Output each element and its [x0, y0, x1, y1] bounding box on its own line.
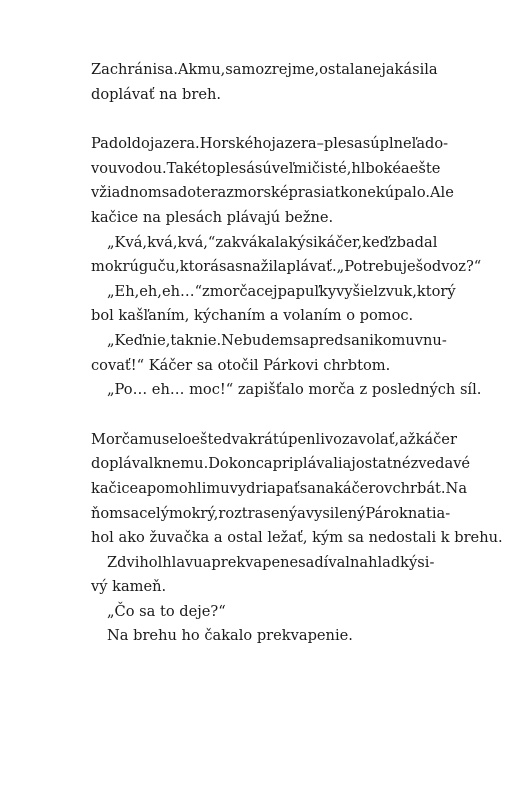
text-line: v žiadnom sa doteraz morské prasiatko nekúpalo. Ale: [91, 184, 454, 202]
text-line: „Čo sa to deje?“: [107, 602, 226, 620]
section-break: [91, 403, 427, 428]
text-line: Padol do jazera. Horského jazera – plesa s úplne ľado-: [91, 135, 449, 153]
paragraph: [91, 600, 427, 625]
book-page: [91, 58, 503, 649]
text-line: ňom sa celý mokrý, roztrasený a vysilený Párok natia-: [91, 504, 451, 522]
text-line: „Kvá, kvá, kvá,“ zakvákal akýsi káčer, keď zbadal: [107, 233, 438, 251]
text-line: kačice a pomohli mu vydriapať sa na káčerov chrbát. Na: [91, 479, 468, 497]
paragraph: [91, 551, 435, 600]
text-line: vou vodou. Takéto plesá sú veľmi čisté, hlboké a ešte: [91, 159, 441, 177]
paragraph: [91, 428, 503, 551]
text-line: hol ako žuvačka a ostal ležať, kým sa nedostali k brehu.: [91, 529, 503, 547]
section-break: [91, 107, 427, 132]
text-line: Na brehu ho čakalo prekvapenie.: [107, 627, 353, 645]
paragraph: [91, 231, 482, 280]
paragraph: [91, 58, 438, 107]
text-line: Zachráni sa. Ak mu, samozrejme, ostala nejaká sila: [91, 61, 438, 78]
text-line: doplávať na breh.: [91, 85, 222, 103]
text-line: Morča muselo ešte dvakrát úpenlivo zavolať, až káčer: [91, 430, 457, 448]
paragraph: [91, 624, 427, 649]
paragraph: [91, 280, 456, 329]
paragraph: [91, 329, 447, 378]
paragraph: [91, 132, 454, 230]
text-line: „Keď nie, tak nie. Nebudem sa predsa nikomu vnu-: [107, 331, 447, 349]
text-line: mokrú guču, ktorá sa snažila plávať. „Potrebuješ odvoz?“: [91, 258, 482, 276]
text-line: covať!“ Káčer sa otočil Párkovi chrbtom.: [91, 356, 391, 374]
text-line: doplával k nemu. Dokonca priplávali aj ostatné zvedavé: [91, 455, 471, 473]
text-line: „Po… eh… moc!“ zapišťalo morča z posledných síl.: [107, 381, 482, 399]
text-line: bol kašľaním, kýchaním a volaním o pomoc.: [91, 307, 414, 325]
paragraph: [91, 378, 482, 403]
text-line: vý kameň.: [91, 578, 167, 596]
text-line: kačice na plesách plávajú bežne.: [91, 208, 334, 226]
text-line: „Eh, eh, eh…“ z morčacej papuľky vyšiel zvuk, ktorý: [107, 282, 456, 300]
text-line: Zdvihol hlavu a prekvapene sa díval na hladký si-: [107, 553, 435, 571]
